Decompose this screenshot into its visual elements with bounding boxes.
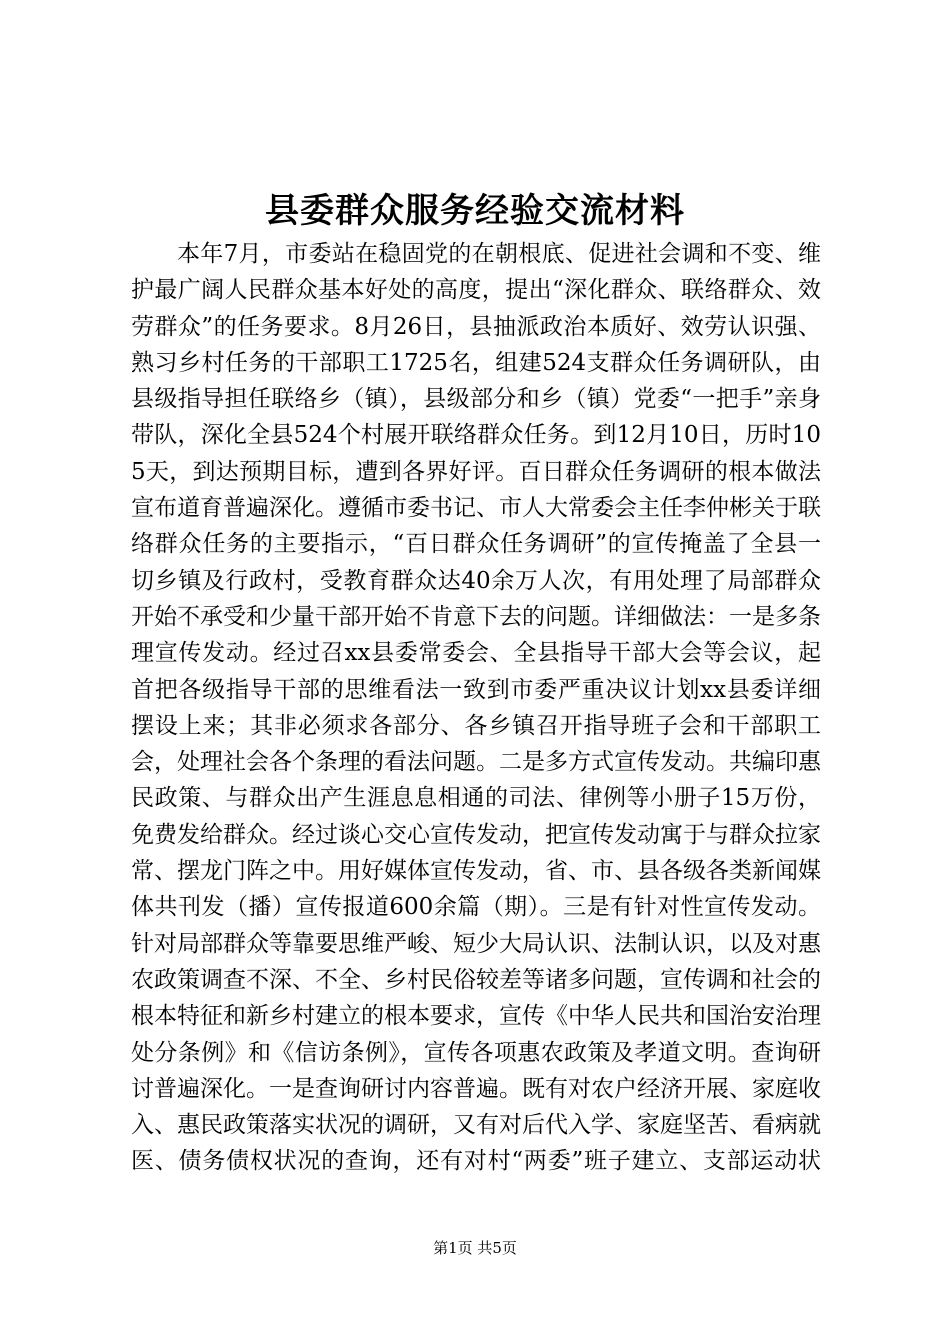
page-footer: 第1页 共5页 bbox=[433, 1239, 517, 1257]
document-body: 本年7月，市委站在稳固党的在朝根底、促进社会调和不变、维护最广阔人民群众基本好处的高度，提出“深化群众、联络群众、效劳群众”的任务要求。8月26日，县抽派政治本质好、效劳认识强、熟习乡村任务的干部职工1725名，组建524支群众任务调研队，由县级指导担任联络乡（镇），县级部分和乡（镇）党委“一把手”亲身带队，深化全县524个村展开联络群众任务。到12月10日，历时105天，到达预期目标，遭到各界好评。百日群众任务调研的根本做法宣布道育普遍深化。遵循市委书记、市人大常委会主任李仲彬关于联络群众任务的主要指示，“百日群众任务调研”的宣传掩盖了全县一切乡镇及行政村，受教育群众达40余万人次，有用处理了局部群众开始不承受和少量干部开始不肯意下去的问题。详细做法：一是多条理宣传发动。经过召xx县委常委会、全县指导干部大会等会议，起首把各级指导干部的思维看法一致到市委严重决议计划xx县委详细摆设上来；其非必须求各部分、各乡镇召开指导班子会和干部职工会，处理社会各个条理的看法问题。二是多方式宣传发动。共编印惠民政策、与群众出产生涯息息相通的司法、律例等小册子15万份，免费发给群众。经过谈心交心宣传发动，把宣传发动寓于与群众拉家常、摆龙门阵之中。用好媒体宣传发动，省、市、县各级各类新闻媒体共刊发（播）宣传报道600余篇（期）。三是有针对性宣传发动。针对局部群众等靠要思维严峻、短少大局认识、法制认识，以及对惠农政策调查不深、不全、乡村民俗较差等诸多问题，宣传调和社会的根本特征和新乡村建立的根本要求，宣传《中华人民共和国治安治理处分条例》和《信访条例》，宣传各项惠农政策及孝道文明。查询研讨普遍深化。一是查询研讨内容普遍。既有对农户经济开展、家庭收入、惠民政策落实状况的调研，又有对后代入学、家庭坚苦、看病就医、债务债权状况的查询，还有对村“两委”班子建立、支部运动状 bbox=[131, 241, 821, 1175]
document-title: 县委群众服务经验交流材料 bbox=[265, 191, 685, 231]
